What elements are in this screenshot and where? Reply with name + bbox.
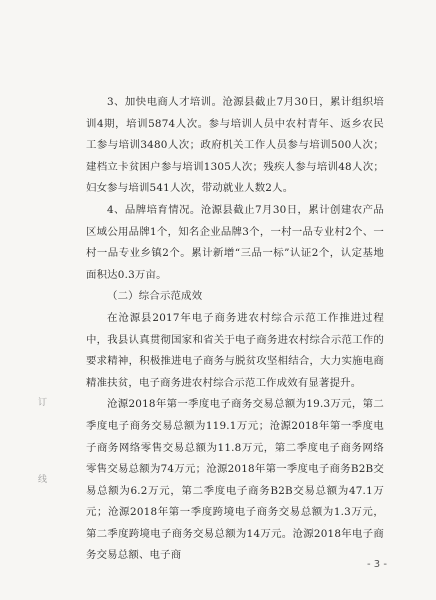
- document-body: [86, 92, 384, 567]
- paragraph-statistics: 沧源2018年第一季度电子商务交易总额为19.3万元，第二季度电子商务交易总额为119.1万元；沧源2018年第一季度电子商务网络零售交易总额为11.8万元，第二季度电子商务网络零售交易总额为74万元；沧源2018年第一季度电子商务B2B交易总额为6.2万元，第二季度电子商务B2B交易总额为47.1万元；沧源2018年第一季度跨境电子商务交易总额为1.3万元，第二季度跨境电子商务交易总额为14万元。沧源2018年电子商务交易总额、电子商: [86, 398, 384, 562]
- page-number: - 3 -: [367, 559, 387, 570]
- paragraph-training: 3、加快电商人才培训。沧源县截止7月30日，累计组织培训4期，培训5874人次。参与培训人员中农村青年、返乡农民工参与培训3480人次；政府机关工作人员参与培训500人次；建档立卡贫困户参与培训1305人次；残疾人参与培训48人次；妇女参与培训541人次，带动就业人数2人。: [86, 96, 384, 195]
- paragraph-demonstration: 在沧源县2017年电子商务进农村综合示范工作推进过程中，我县认真贯彻国家和省关于电子商务进农村综合示范工作的要求精神，积极推进电子商务与脱贫攻坚相结合，大力实施电商精准扶贫，电子商务进农村综合示范工作成效有显著提升。: [86, 311, 384, 389]
- binding-mark-top: 订: [38, 398, 48, 408]
- section-heading: （二）综合示范成效: [107, 290, 203, 303]
- paragraph-brand: 4、品牌培育情况。沧源县截止7月30日，累计创建农产品区域公用品牌1个，知名企业品牌3个，一村一品专业村2个、一村一品专业乡镇2个。累计新增“三品一标”认证2个，认定基地面积达0.3万亩。: [86, 203, 384, 281]
- binding-mark-bottom: 线: [38, 475, 48, 485]
